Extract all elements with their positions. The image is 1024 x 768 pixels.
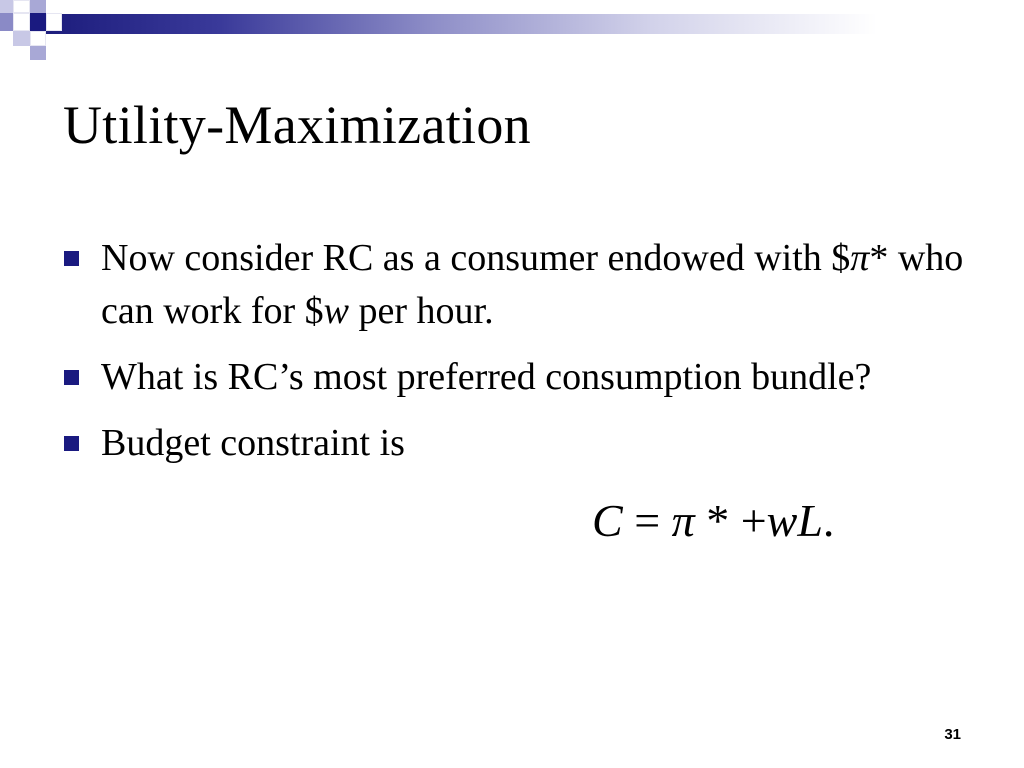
bullet-text: What is RC’s most preferred consumption bundle? (101, 356, 872, 398)
bullet-item (62, 232, 992, 338)
deco-square (30, 0, 46, 13)
w-variable: w (323, 290, 349, 332)
deco-square (46, 13, 62, 31)
header-gradient-bar (44, 14, 1024, 34)
page-number: 31 (944, 726, 961, 743)
budget-equation: C = π * +wL. (592, 495, 835, 546)
deco-square (0, 0, 13, 13)
deco-square (13, 13, 30, 31)
deco-square (30, 13, 46, 31)
square-bullet-icon (64, 251, 79, 266)
deco-square (13, 31, 30, 46)
pi-symbol: π (850, 237, 870, 279)
bullet-item (62, 351, 992, 404)
slide-title: Utility-Maximization (63, 95, 531, 155)
header-decoration (0, 0, 1024, 62)
bullet-text: Budget constraint is (101, 422, 405, 464)
deco-square (13, 0, 30, 13)
bullet-list (62, 232, 992, 483)
bullet-text: Now consider RC as a consumer endowed with $π* who can work for $w per hour. (101, 237, 964, 332)
square-bullet-icon (64, 370, 79, 385)
deco-square (30, 31, 46, 46)
square-bullet-icon (64, 436, 79, 451)
deco-square (0, 13, 13, 31)
deco-square (30, 46, 46, 60)
bullet-item (62, 417, 992, 470)
